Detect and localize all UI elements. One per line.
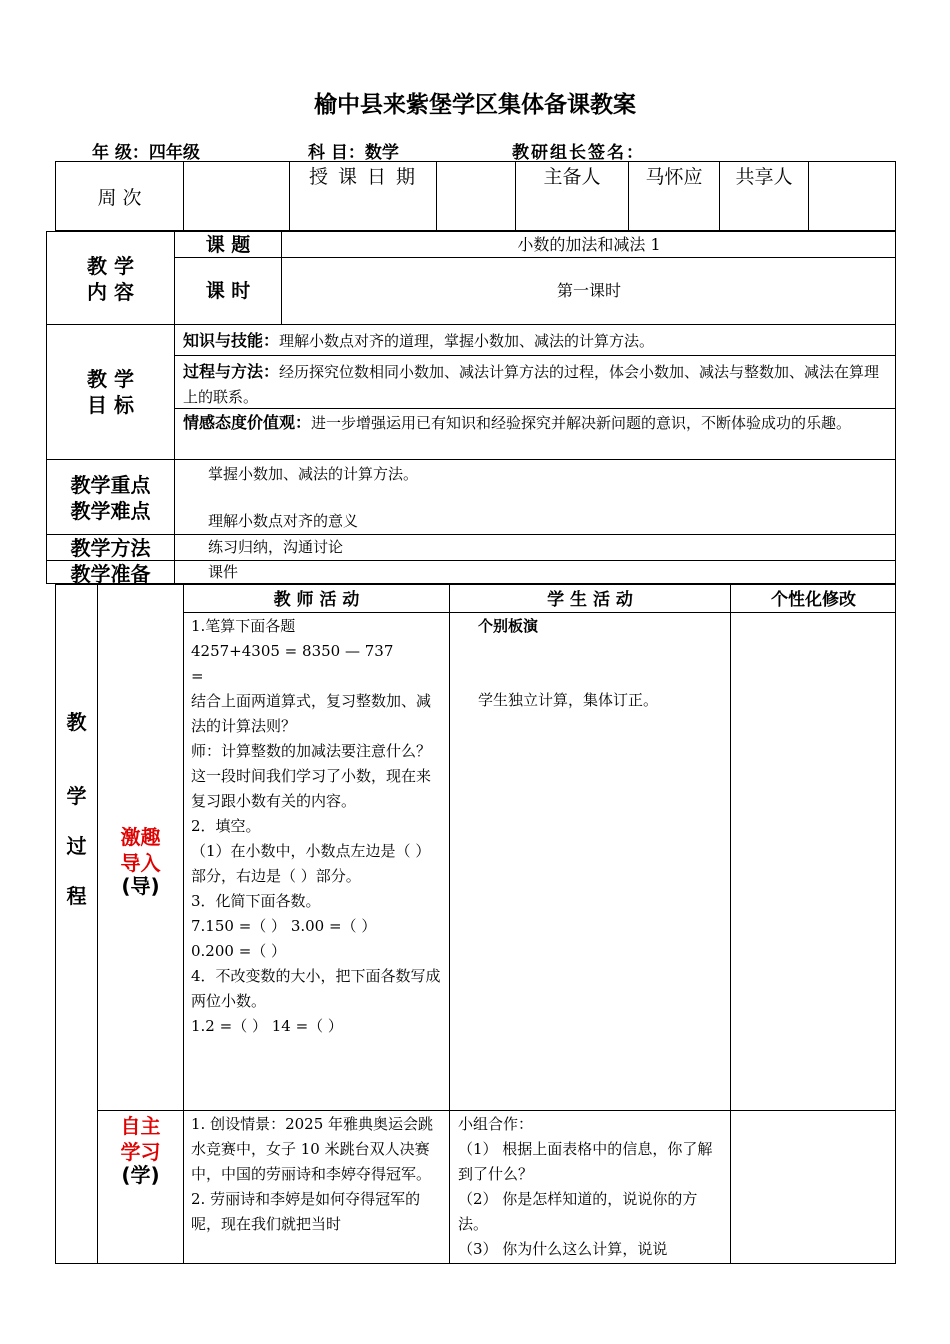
period-label: 课 时 bbox=[205, 280, 251, 302]
stage2-student-text: 小组合作： （1） 根据上面表格中的信息，你了解到了什么？ （2） 你是怎样知道的，说说你的方法。 （3） 你为什么这么计算，说说 bbox=[458, 1115, 713, 1258]
goal-knowledge: 知识与技能：理解小数点对齐的道理，掌握小数加、减法的计算方法。 bbox=[183, 331, 655, 350]
method-text: 练习归纳，沟通讨论 bbox=[208, 538, 344, 556]
stage1-student-text: 学生独立计算，集体订正。 bbox=[478, 691, 659, 709]
process-side-char-1: 教 bbox=[66, 710, 87, 734]
share-label: 共享人 bbox=[735, 166, 793, 188]
subject-field: 科 目：数学 bbox=[308, 143, 399, 163]
col-personal-header: 个性化修改 bbox=[771, 590, 856, 610]
week-label: 周 次 bbox=[97, 187, 142, 209]
goal-process: 过程与方法：经历探究位数相同小数加、减法计算方法的过程，体会小数加、减法与整数加、减法在算理上的联系。 bbox=[183, 362, 880, 406]
date-label: 授 课 日 期 bbox=[308, 166, 418, 188]
key-point-text: 掌握小数加、减法的计算方法。 bbox=[208, 465, 419, 483]
col-teacher-header: 教 师 活 动 bbox=[273, 590, 360, 610]
process-side-char-2: 学 bbox=[66, 784, 87, 808]
prep-text: 课件 bbox=[208, 563, 239, 581]
stage1-teacher-text: 1.笔算下面各题 4257+4305 = 8350 — 737 = 结合上面两道算式，复习整数加、减法的计算法则？ 师：计算整数的加减法要注意什么？ 这一段时间我们学习了小数，现在来复习跟小数有关的内容。 2．填空。 （1）在小数中，小数点左边是（ ）部分，右边是（ ）部分。 3．化简下面各数。 7.150 =（ ） 3.00 =（ ） 0.200 =（ ） 4．不改变数的大小，把下面各数写成两位小数。 1.2 =（ ） 14 =（ ） bbox=[191, 617, 441, 1035]
period-value: 第一课时 bbox=[556, 281, 621, 300]
stage2-sublabel: (学) bbox=[121, 1163, 160, 1187]
goal-attitude: 情感态度价值观：进一步增强运用已有知识和经验探究并解决新问题的意识，不断体验成功的乐趣。 bbox=[183, 413, 852, 432]
page-title: 榆中县来紫堡学区集体备课教案 bbox=[314, 92, 636, 118]
col-student-header: 学 生 活 动 bbox=[547, 590, 633, 610]
prep-label: 教学准备 bbox=[70, 562, 151, 586]
goals-label: 教 学 目 标 bbox=[87, 367, 134, 417]
topic-label: 课 题 bbox=[205, 234, 251, 256]
grade-field: 年 级：四年级 bbox=[92, 143, 200, 163]
method-label: 教学方法 bbox=[70, 536, 151, 560]
stage1-label: 激趣 导入 bbox=[120, 825, 161, 875]
stage1-sublabel: (导) bbox=[121, 874, 160, 898]
leader-sign-field: 教研组长签名： bbox=[512, 143, 645, 163]
stage2-teacher-text: 1. 创设情景：2025 年雅典奥运会跳水竞赛中，女子 10 米跳台双人决赛中，中国的劳丽诗和李婷夺得冠军。 2. 劳丽诗和李婷是如何夺得冠军的呢，现在我们就把当时 bbox=[191, 1115, 434, 1233]
stage2-label: 自主 学习 bbox=[120, 1114, 161, 1164]
difficulty-text: 理解小数点对齐的意义 bbox=[208, 512, 359, 530]
content-label: 教 学 内 容 bbox=[87, 254, 134, 304]
main-prep-label: 主备人 bbox=[543, 166, 601, 188]
stage1-student-bold: 个别板演 bbox=[478, 617, 539, 635]
process-side-char-4: 程 bbox=[66, 884, 87, 908]
key-points-label: 教学重点 教学难点 bbox=[70, 473, 151, 523]
topic-value: 小数的加法和减法 1 bbox=[517, 235, 661, 254]
main-prep-name: 马怀应 bbox=[645, 166, 703, 188]
process-side-char-3: 过 bbox=[66, 834, 87, 858]
